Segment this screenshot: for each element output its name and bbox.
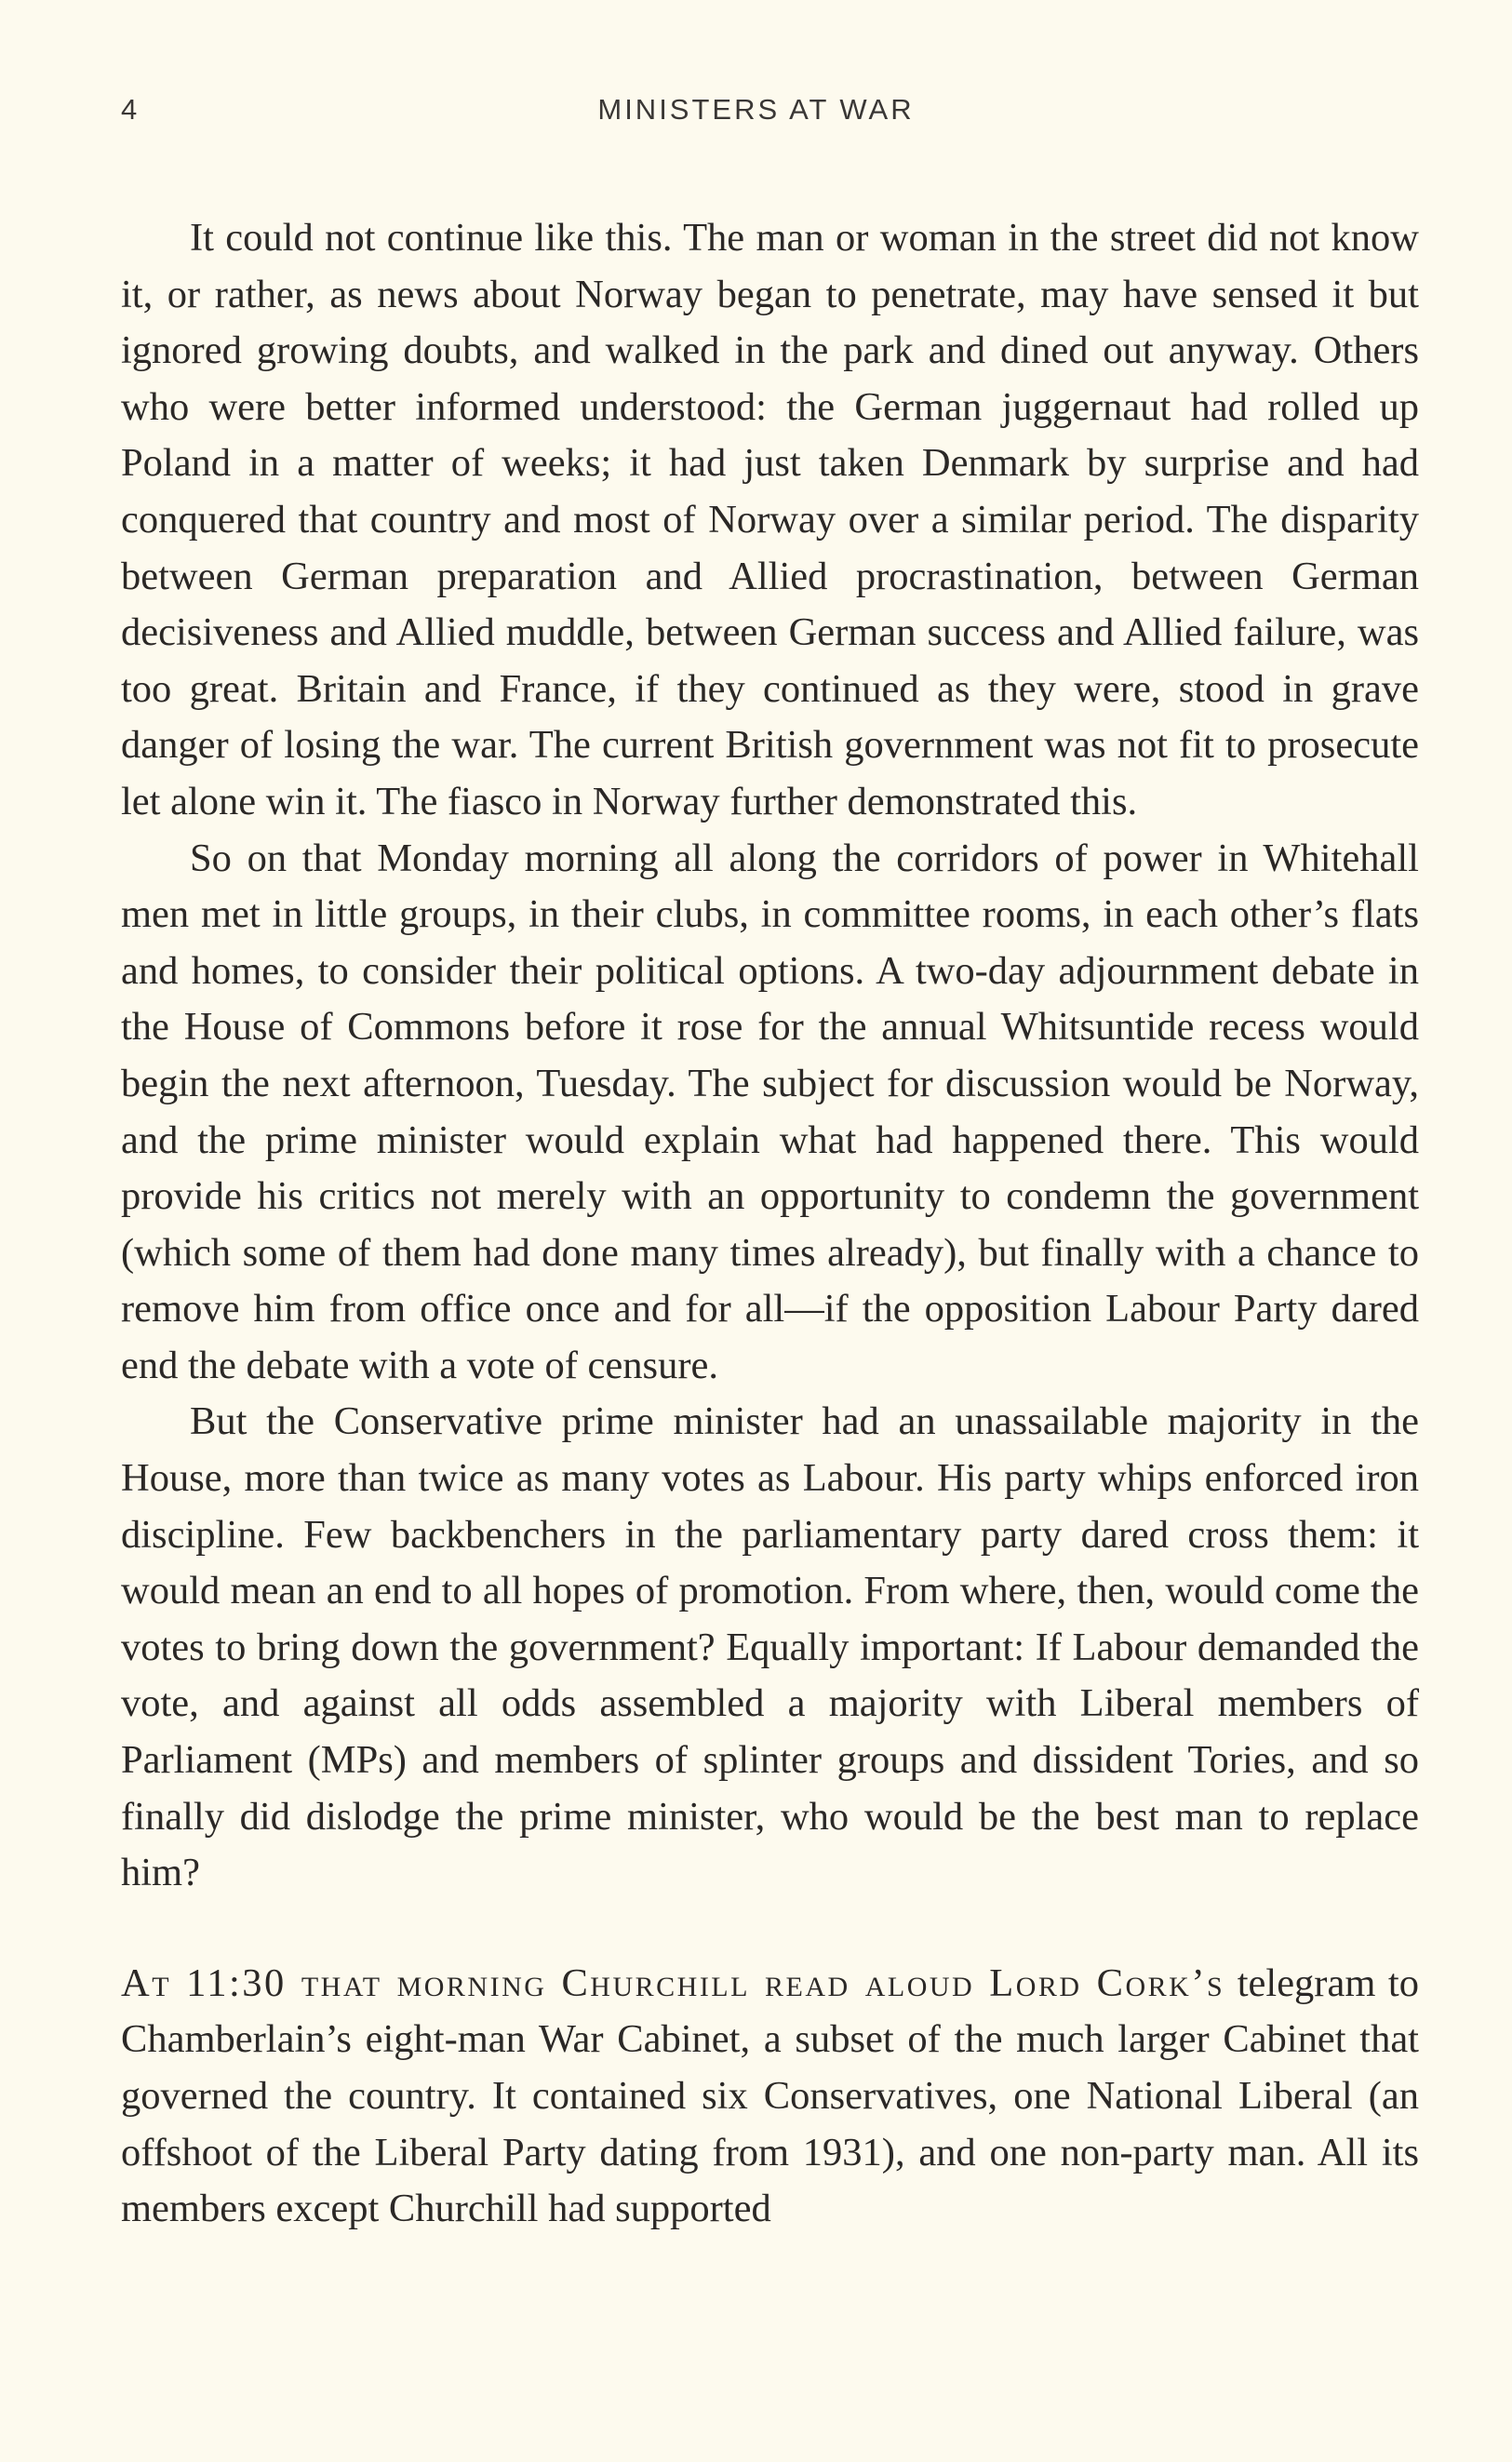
body-text bbox=[121, 210, 1419, 2238]
running-head bbox=[0, 93, 1512, 149]
book-title: MINISTERS AT WAR bbox=[597, 93, 915, 126]
section-lead-in: At 11:30 that morning Churchill read aloud Lord Cork’s bbox=[121, 1960, 1225, 2005]
paragraph-3: But the Conservative prime minister had an unassailable majority in the House, more than twice as many votes as Labour. His party whips enforced iron discipline. Few backbenchers in the parliamentary party dared cross them: it would mean an end to all hopes of promotion. From where, then, would come the votes to bring down the government? Equally important: If Labour demanded the vote, and against all odds assembled a majority with Liberal members of Parliament (MPs) and members of splinter groups and dissident Tories, and so finally did dislodge the prime minister, who would be the best man to replace him? bbox=[121, 1399, 1419, 1895]
section-paragraph bbox=[121, 1956, 1419, 2238]
section-text: telegram to Chamberlain’s eight-man War Cabinet, a subset of the much larger Cabinet that governed the country. It contained six Conservatives, one National Liberal (an offshoot of the Liberal Party dating from 1931), and one non-party man. All its members except Churchill had supported bbox=[121, 1960, 1419, 2231]
page-number: 4 bbox=[121, 93, 139, 126]
paragraph-1: It could not continue like this. The man or woman in the street did not know it, or rather, as news about Norway began to penetrate, may have sensed it but ignored growing doubts, and walked in the park and dined out anyway. Others who were better informed understood: the German juggernaut had rolled up Poland in a matter of weeks; it had just taken Denmark by surprise and had conquered that country and most of Norway over a similar period. The disparity between German preparation and Allied procrastination, between German decisiveness and Allied muddle, between German success and Allied failure, was too great. Britain and France, if they continued as they were, stood in grave danger of losing the war. The current British government was not fit to prosecute let alone win it. The fiasco in Norway further demonstrated this. bbox=[121, 216, 1419, 823]
paragraph-2: So on that Monday morning all along the corridors of power in Whitehall men met in little groups, in their clubs, in committee rooms, in each other’s flats and homes, to consider their political options. A two-day adjournment debate in the House of Commons before it rose for the annual Whitsuntide recess would begin the next afternoon, Tuesday. The subject for discussion would be Norway, and the prime minister would explain what had happened there. This would provide his critics not merely with an opportunity to condemn the government (which some of them had done many times already), but finally with a chance to remove him from office once and for all—if the opposition Labour Party dared end the debate with a vote of censure. bbox=[121, 836, 1419, 1387]
